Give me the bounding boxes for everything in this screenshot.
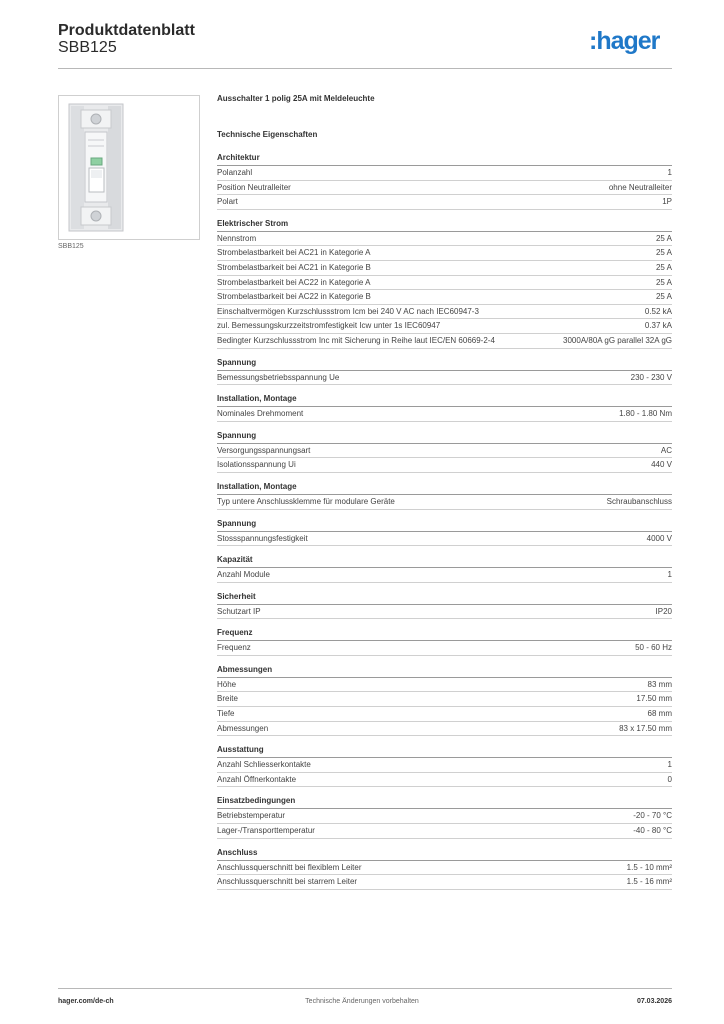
spec-label: Polart <box>217 197 238 207</box>
section-title: Abmessungen <box>217 663 672 678</box>
spec-section <box>217 517 672 547</box>
spec-value: 1 <box>667 570 672 580</box>
spec-label: Bedingter Kurzschlussstrom Inc mit Sicherung in Reihe laut IEC/EN 60669-2-4 <box>217 335 495 345</box>
spec-label: Bemessungsbetriebsspannung Ue <box>217 372 340 382</box>
page-title: Produktdatenblatt <box>58 22 195 39</box>
spec-section <box>217 480 672 510</box>
section-title: Installation, Montage <box>217 480 672 495</box>
spec-value: 25 A <box>655 292 672 302</box>
spec-label: Tiefe <box>217 709 235 719</box>
spec-section <box>217 217 672 349</box>
section-title: Spannung <box>217 356 672 371</box>
spec-row <box>217 246 672 261</box>
spec-label: Anzahl Module <box>217 570 270 580</box>
spec-row <box>217 568 672 583</box>
section-title: Architektur <box>217 151 672 166</box>
section-title: Frequenz <box>217 626 672 641</box>
spec-row <box>217 166 672 181</box>
spec-section <box>217 663 672 736</box>
product-code: SBB125 <box>58 39 117 56</box>
spec-value: 0.37 kA <box>644 321 672 331</box>
spec-label: Isolationsspannung Ui <box>217 460 296 470</box>
spec-row <box>217 334 672 349</box>
spec-label: Höhe <box>217 679 237 689</box>
spec-label: Strombelastbarkeit bei AC22 in Kategorie B <box>217 292 371 302</box>
spec-label: Stossspannungsfestigkeit <box>217 533 308 543</box>
section-title: Spannung <box>217 429 672 444</box>
spec-value: 83 mm <box>647 679 672 689</box>
section-title: Spannung <box>217 517 672 532</box>
footer-website[interactable]: hager.com/de-ch <box>58 998 114 1005</box>
spec-row <box>217 707 672 722</box>
spec-value: -20 - 70 °C <box>633 811 672 821</box>
spec-section <box>217 553 672 583</box>
spec-value: Schraubanschluss <box>606 496 672 506</box>
spec-label: Strombelastbarkeit bei AC21 in Kategorie A <box>217 248 371 258</box>
spec-section <box>217 356 672 386</box>
spec-row <box>217 444 672 459</box>
spec-label: Strombelastbarkeit bei AC22 in Kategorie A <box>217 277 371 287</box>
spec-label: Frequenz <box>217 643 251 653</box>
spec-row <box>217 290 672 305</box>
spec-value: 25 A <box>655 248 672 258</box>
footer-divider <box>58 988 672 989</box>
spec-row <box>217 824 672 839</box>
spec-row <box>217 371 672 386</box>
spec-row <box>217 773 672 788</box>
spec-row <box>217 407 672 422</box>
image-caption: SBB125 <box>58 243 84 250</box>
spec-value: 0.52 kA <box>644 306 672 316</box>
spec-row <box>217 276 672 291</box>
spec-section <box>217 743 672 787</box>
spec-label: Anschlussquerschnitt bei starrem Leiter <box>217 877 358 887</box>
product-description: Ausschalter 1 polig 25A mit Meldeleuchte <box>217 94 375 103</box>
spec-label: Breite <box>217 694 238 704</box>
spec-value: 230 - 230 V <box>630 372 672 382</box>
spec-value: 25 A <box>655 262 672 272</box>
spec-row <box>217 875 672 890</box>
spec-row <box>217 195 672 210</box>
spec-row <box>217 319 672 334</box>
spec-label: Position Neutralleiter <box>217 182 291 192</box>
footer-date: 07.03.2026 <box>636 998 672 1005</box>
spec-label: Nennstrom <box>217 233 257 243</box>
spec-row <box>217 861 672 876</box>
spec-section <box>217 794 672 838</box>
spec-value: 25 A <box>655 233 672 243</box>
spec-label: Schutzart IP <box>217 606 261 616</box>
spec-row <box>217 305 672 320</box>
header-divider <box>58 68 672 69</box>
spec-section <box>217 590 672 620</box>
spec-row <box>217 678 672 693</box>
spec-label: Anschlussquerschnitt bei flexiblem Leiter <box>217 862 362 872</box>
spec-label: Betriebstemperatur <box>217 811 286 821</box>
spec-label: Anzahl Öffnerkontakte <box>217 774 297 784</box>
section-title: Elektrischer Strom <box>217 217 672 232</box>
section-title: Anschluss <box>217 846 672 861</box>
spec-value: 1P <box>662 197 672 207</box>
spec-sections <box>217 151 672 890</box>
section-title: Kapazität <box>217 553 672 568</box>
spec-row <box>217 692 672 707</box>
spec-row <box>217 261 672 276</box>
spec-value: 68 mm <box>647 709 672 719</box>
spec-value: 1 <box>667 760 672 770</box>
spec-section <box>217 626 672 656</box>
section-title: Ausstattung <box>217 743 672 758</box>
footer-disclaimer: Technische Änderungen vorbehalten <box>305 998 419 1005</box>
spec-row <box>217 495 672 510</box>
spec-value: 17.50 mm <box>636 694 672 704</box>
spec-label: Anzahl Schliesserkontakte <box>217 760 311 770</box>
hager-logo <box>589 27 659 56</box>
tech-properties-title: Technische Eigenschaften <box>217 130 318 139</box>
spec-row <box>217 458 672 473</box>
spec-label: Strombelastbarkeit bei AC21 in Kategorie B <box>217 262 371 272</box>
spec-value: 3000A/80A gG parallel 32A gG <box>563 335 672 345</box>
spec-label: zul. Bemessungskurzzeitstromfestigkeit Icw unter 1s IEC60947 <box>217 321 441 331</box>
spec-row <box>217 758 672 773</box>
spec-value: 25 A <box>655 277 672 287</box>
spec-value: 4000 V <box>646 533 672 543</box>
spec-value: 1.80 - 1.80 Nm <box>619 409 672 419</box>
spec-value: 1.5 - 16 mm² <box>626 877 672 887</box>
spec-row <box>217 232 672 247</box>
spec-section <box>217 392 672 422</box>
spec-value: IP20 <box>655 606 672 616</box>
spec-row <box>217 605 672 620</box>
spec-label: Typ untere Anschlussklemme für modulare Geräte <box>217 496 395 506</box>
spec-label: Abmessungen <box>217 723 269 733</box>
spec-value: AC <box>660 445 672 455</box>
spec-row <box>217 532 672 547</box>
spec-value: 0 <box>667 774 672 784</box>
spec-section <box>217 151 672 210</box>
spec-label: Lager-/Transporttemperatur <box>217 826 315 836</box>
section-title: Installation, Montage <box>217 392 672 407</box>
spec-label: Nominales Drehmoment <box>217 409 304 419</box>
logo-text: :hager <box>589 27 660 55</box>
spec-label: Polanzahl <box>217 168 253 177</box>
spec-value: -40 - 80 °C <box>633 826 672 836</box>
spec-value: 50 - 60 Hz <box>635 643 672 653</box>
spec-section <box>217 429 672 473</box>
section-title: Sicherheit <box>217 590 672 605</box>
spec-value: ohne Neutralleiter <box>608 182 672 192</box>
spec-section <box>217 846 672 890</box>
switch-device-icon <box>59 96 199 239</box>
spec-value: 440 V <box>651 460 672 470</box>
spec-row <box>217 181 672 196</box>
spec-label: Versorgungsspannungsart <box>217 445 311 455</box>
spec-row <box>217 641 672 656</box>
product-image <box>58 95 200 240</box>
spec-row <box>217 809 672 824</box>
spec-label: Einschaltvermögen Kurzschlussstrom Icm bei 240 V AC nach IEC60947-3 <box>217 306 479 316</box>
section-title: Einsatzbedingungen <box>217 794 672 809</box>
spec-content <box>217 92 672 897</box>
spec-value: 1.5 - 10 mm² <box>626 862 672 872</box>
spec-value: 83 x 17.50 mm <box>619 723 672 733</box>
spec-row <box>217 722 672 737</box>
spec-value: 1 <box>667 168 672 177</box>
